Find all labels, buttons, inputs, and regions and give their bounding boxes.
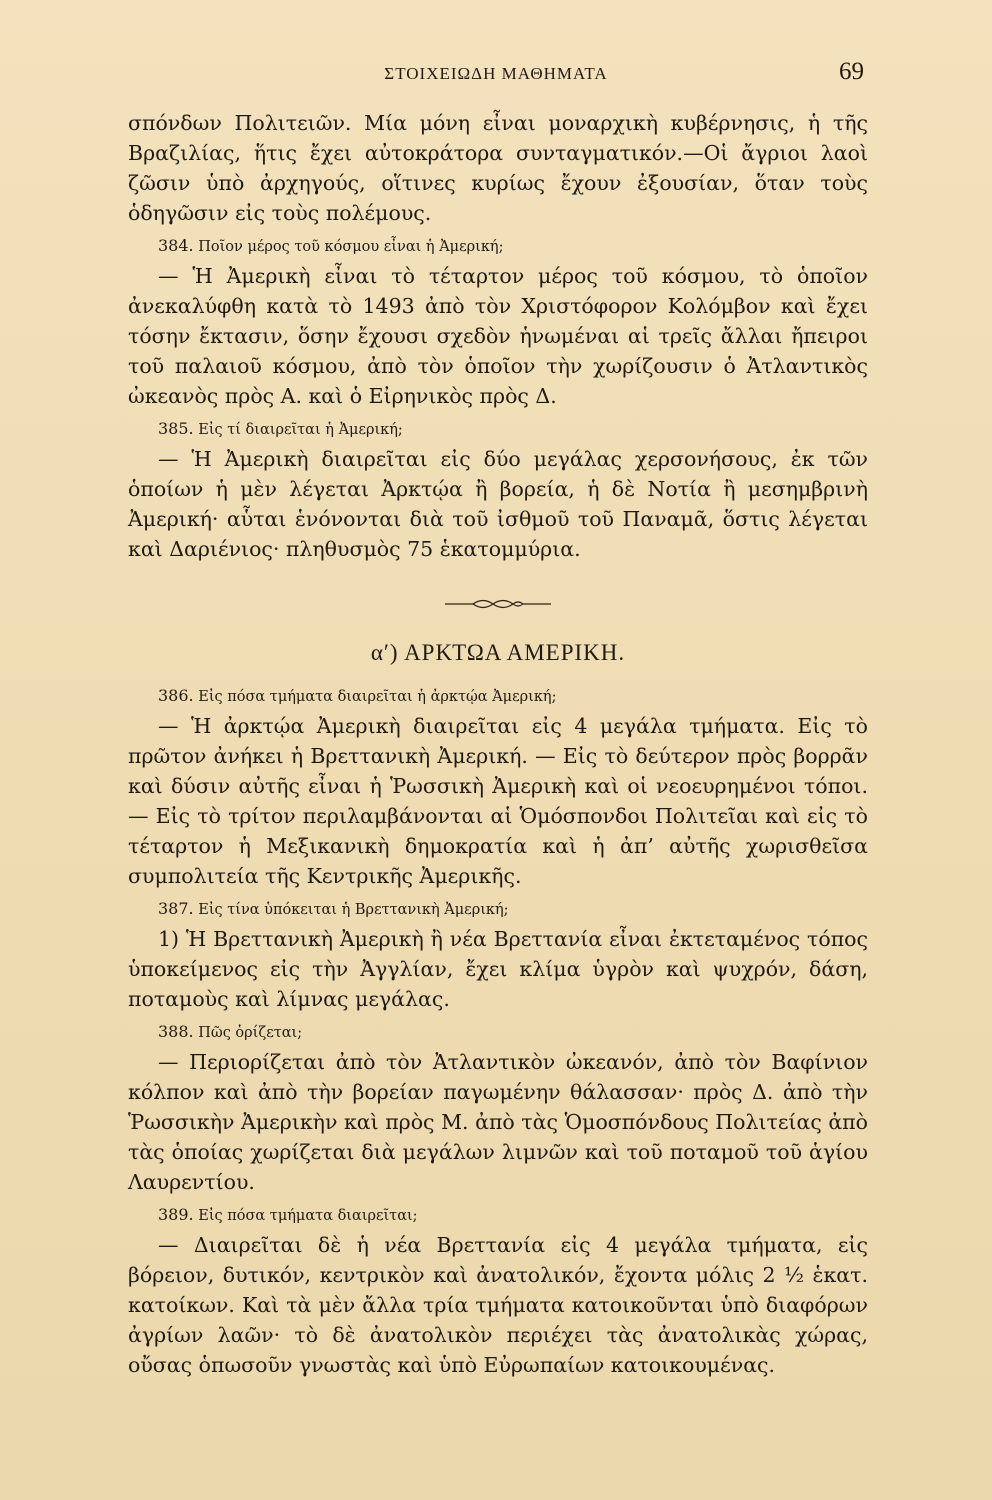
page-header (128, 58, 864, 94)
section-title: α′) ΑΡΚΤΩΑ ΑΜΕΡΙΚΗ. (370, 640, 626, 665)
question-text: Ποῖον μέρος τοῦ κόσμου εἶναι ἡ Ἀμερική; (198, 239, 504, 255)
ornament-divider (128, 596, 868, 616)
question-number: 387. (158, 899, 194, 918)
question-387 (128, 895, 868, 924)
question-text: Εἰς πόσα τμήματα διαιρεῖται ἡ ἀρκτῴα Ἀμερική; (198, 689, 557, 705)
question-384 (128, 232, 868, 261)
question-number: 385. (158, 419, 194, 438)
answer-387: 1) Ἡ Βρεττανικὴ Ἀμερικὴ ἢ νέα Βρεττανία εἶναι ἐκτεταμένος τόπος ὑποκείμενος εἰς τὴν Ἀγγλίαν, ἔχει κλίμα ὑγρὸν καὶ ψυχρόν, δάση, ποταμοὺς καὶ λίμνας μεγάλας. (128, 927, 868, 1011)
question-number: 384. (158, 236, 194, 255)
question-text: Εἰς πόσα τμήματα διαιρεῖται; (198, 1208, 418, 1224)
question-text: Εἰς τίνα ὑπόκειται ἡ Βρεττανικὴ Ἀμερική; (198, 902, 509, 918)
question-389 (128, 1201, 868, 1230)
question-text: Εἰς τί διαιρεῖται ἡ Ἀμερική; (198, 422, 403, 438)
page-number: 69 (839, 58, 864, 85)
answer-385: — Ἡ Ἀμερικὴ διαιρεῖται εἰς δύο μεγάλας χερσονήσους, ἐκ τῶν ὁποίων ἡ μὲν λέγεται Ἀρκτῴα ἢ βορεία, ἡ δὲ Νοτία ἢ μεσημβρινὴ Ἀμερική· αὗται ἑνόνονται διὰ τοῦ ἰσθμοῦ τοῦ Παναμᾶ, ὅστις λέγεται καὶ Δαριένιος· πληθυσμὸς 75 ἑκατομμύρια. (128, 447, 868, 561)
opening-paragraph: σπόνδων Πολιτειῶν. Μία μόνη εἶναι μοναρχικὴ κυβέρνησις, ἡ τῆς Βραζιλίας, ἥτις ἔχει αὐτοκράτορα συνταγματικόν.—Οἱ ἄγριοι λαοὶ ζῶσιν ὑπὸ ἀρχηγούς, οἵτινες κυρίως ἔχουν ἐξουσίαν, ὅταν τοὺς ὁδηγῶσιν εἰς τοὺς πολέμους. (128, 111, 868, 225)
question-text: Πῶς ὁρίζεται; (198, 1025, 303, 1041)
answer-389: — Διαιρεῖται δὲ ἡ νέα Βρεττανία εἰς 4 μεγάλα τμήματα, εἰς βόρειον, δυτικόν, κεντρικὸν καὶ ἀνατολικόν, ἔχοντα μόλις 2 ½ ἑκατ. κατοίκων. Καὶ τὰ μὲν ἄλλα τρία τμήματα κατοικοῦνται ὑπὸ διαφόρων ἀγρίων λαῶν· τὸ δὲ ἀνατολικὸν περιέχει τὰς ἀνατολικὰς χώρας, οὔσας ὁπωσοῦν γνωστὰς καὶ ὑπὸ Εὐρωπαίων κατοικουμένας. (128, 1233, 868, 1377)
question-number: 389. (158, 1205, 194, 1224)
page-body (128, 108, 868, 1380)
question-385 (128, 415, 868, 444)
question-386 (128, 682, 868, 711)
question-388 (128, 1018, 868, 1047)
answer-386: — Ἡ ἀρκτῴα Ἀμερικὴ διαιρεῖται εἰς 4 μεγάλα τμήματα. Εἰς τὸ πρῶτον ἀνήκει ἡ Βρεττανικὴ Ἀμερική. — Εἰς τὸ δεύτερον πρὸς βορρᾶν καὶ δύσιν αὐτῆς εἶναι ἡ Ῥωσσικὴ Ἀμερικὴ καὶ οἱ νεοευρημένοι τόποι. — Εἰς τὸ τρίτον περιλαμβάνονται αἱ Ὁμόσπονδοι Πολιτεῖαι καὶ εἰς τὸ τέταρτον ἡ Μεξικανικὴ δημοκρατία καὶ ἡ ἀπ’ αὐτῆς χωρισθεῖσα συμπολιτεία τῆς Κεντρικῆς Ἀμερικῆς. (128, 714, 868, 888)
running-title: ΣΤΟΙΧΕΙΩΔΗ ΜΑΘΗΜΑΤΑ (384, 64, 608, 83)
flourish-ornament-icon (443, 596, 553, 612)
question-number: 388. (158, 1022, 194, 1041)
question-number: 386. (158, 686, 194, 705)
answer-384: — Ἡ Ἀμερικὴ εἶναι τὸ τέταρτον μέρος τοῦ κόσμου, τὸ ὁποῖον ἀνεκαλύφθη κατὰ τὸ 1493 ἀπὸ τὸν Χριστόφορον Κολόμβον καὶ ἔχει τόσην ἔκτασιν, ὅσην ἔχουσι σχεδὸν ἡνωμέναι αἱ τρεῖς ἄλλαι ἤπειροι τοῦ παλαιοῦ κόσμου, ἀπὸ τὸν ὁποῖον τὴν χωρίζουσιν ὁ Ἀτλαντικὸς ὠκεανὸς πρὸς Α. καὶ ὁ Εἰρηνικὸς πρὸς Δ. (128, 264, 868, 408)
answer-388: — Περιορίζεται ἀπὸ τὸν Ἀτλαντικὸν ὠκεανόν, ἀπὸ τὸν Βαφίνιον κόλπον καὶ ἀπὸ τὴν βορείαν παγωμένην θάλασσαν· πρὸς Δ. ἀπὸ τὴν Ῥωσσικὴν Ἀμερικὴν καὶ πρὸς Μ. ἀπὸ τὰς Ὁμοσπόνδους Πολιτείας ἀπὸ τὰς ὁποίας χωρίζεται διὰ μεγάλων λιμνῶν καὶ τοῦ ποταμοῦ τοῦ ἁγίου Λαυρεντίου. (128, 1050, 868, 1194)
